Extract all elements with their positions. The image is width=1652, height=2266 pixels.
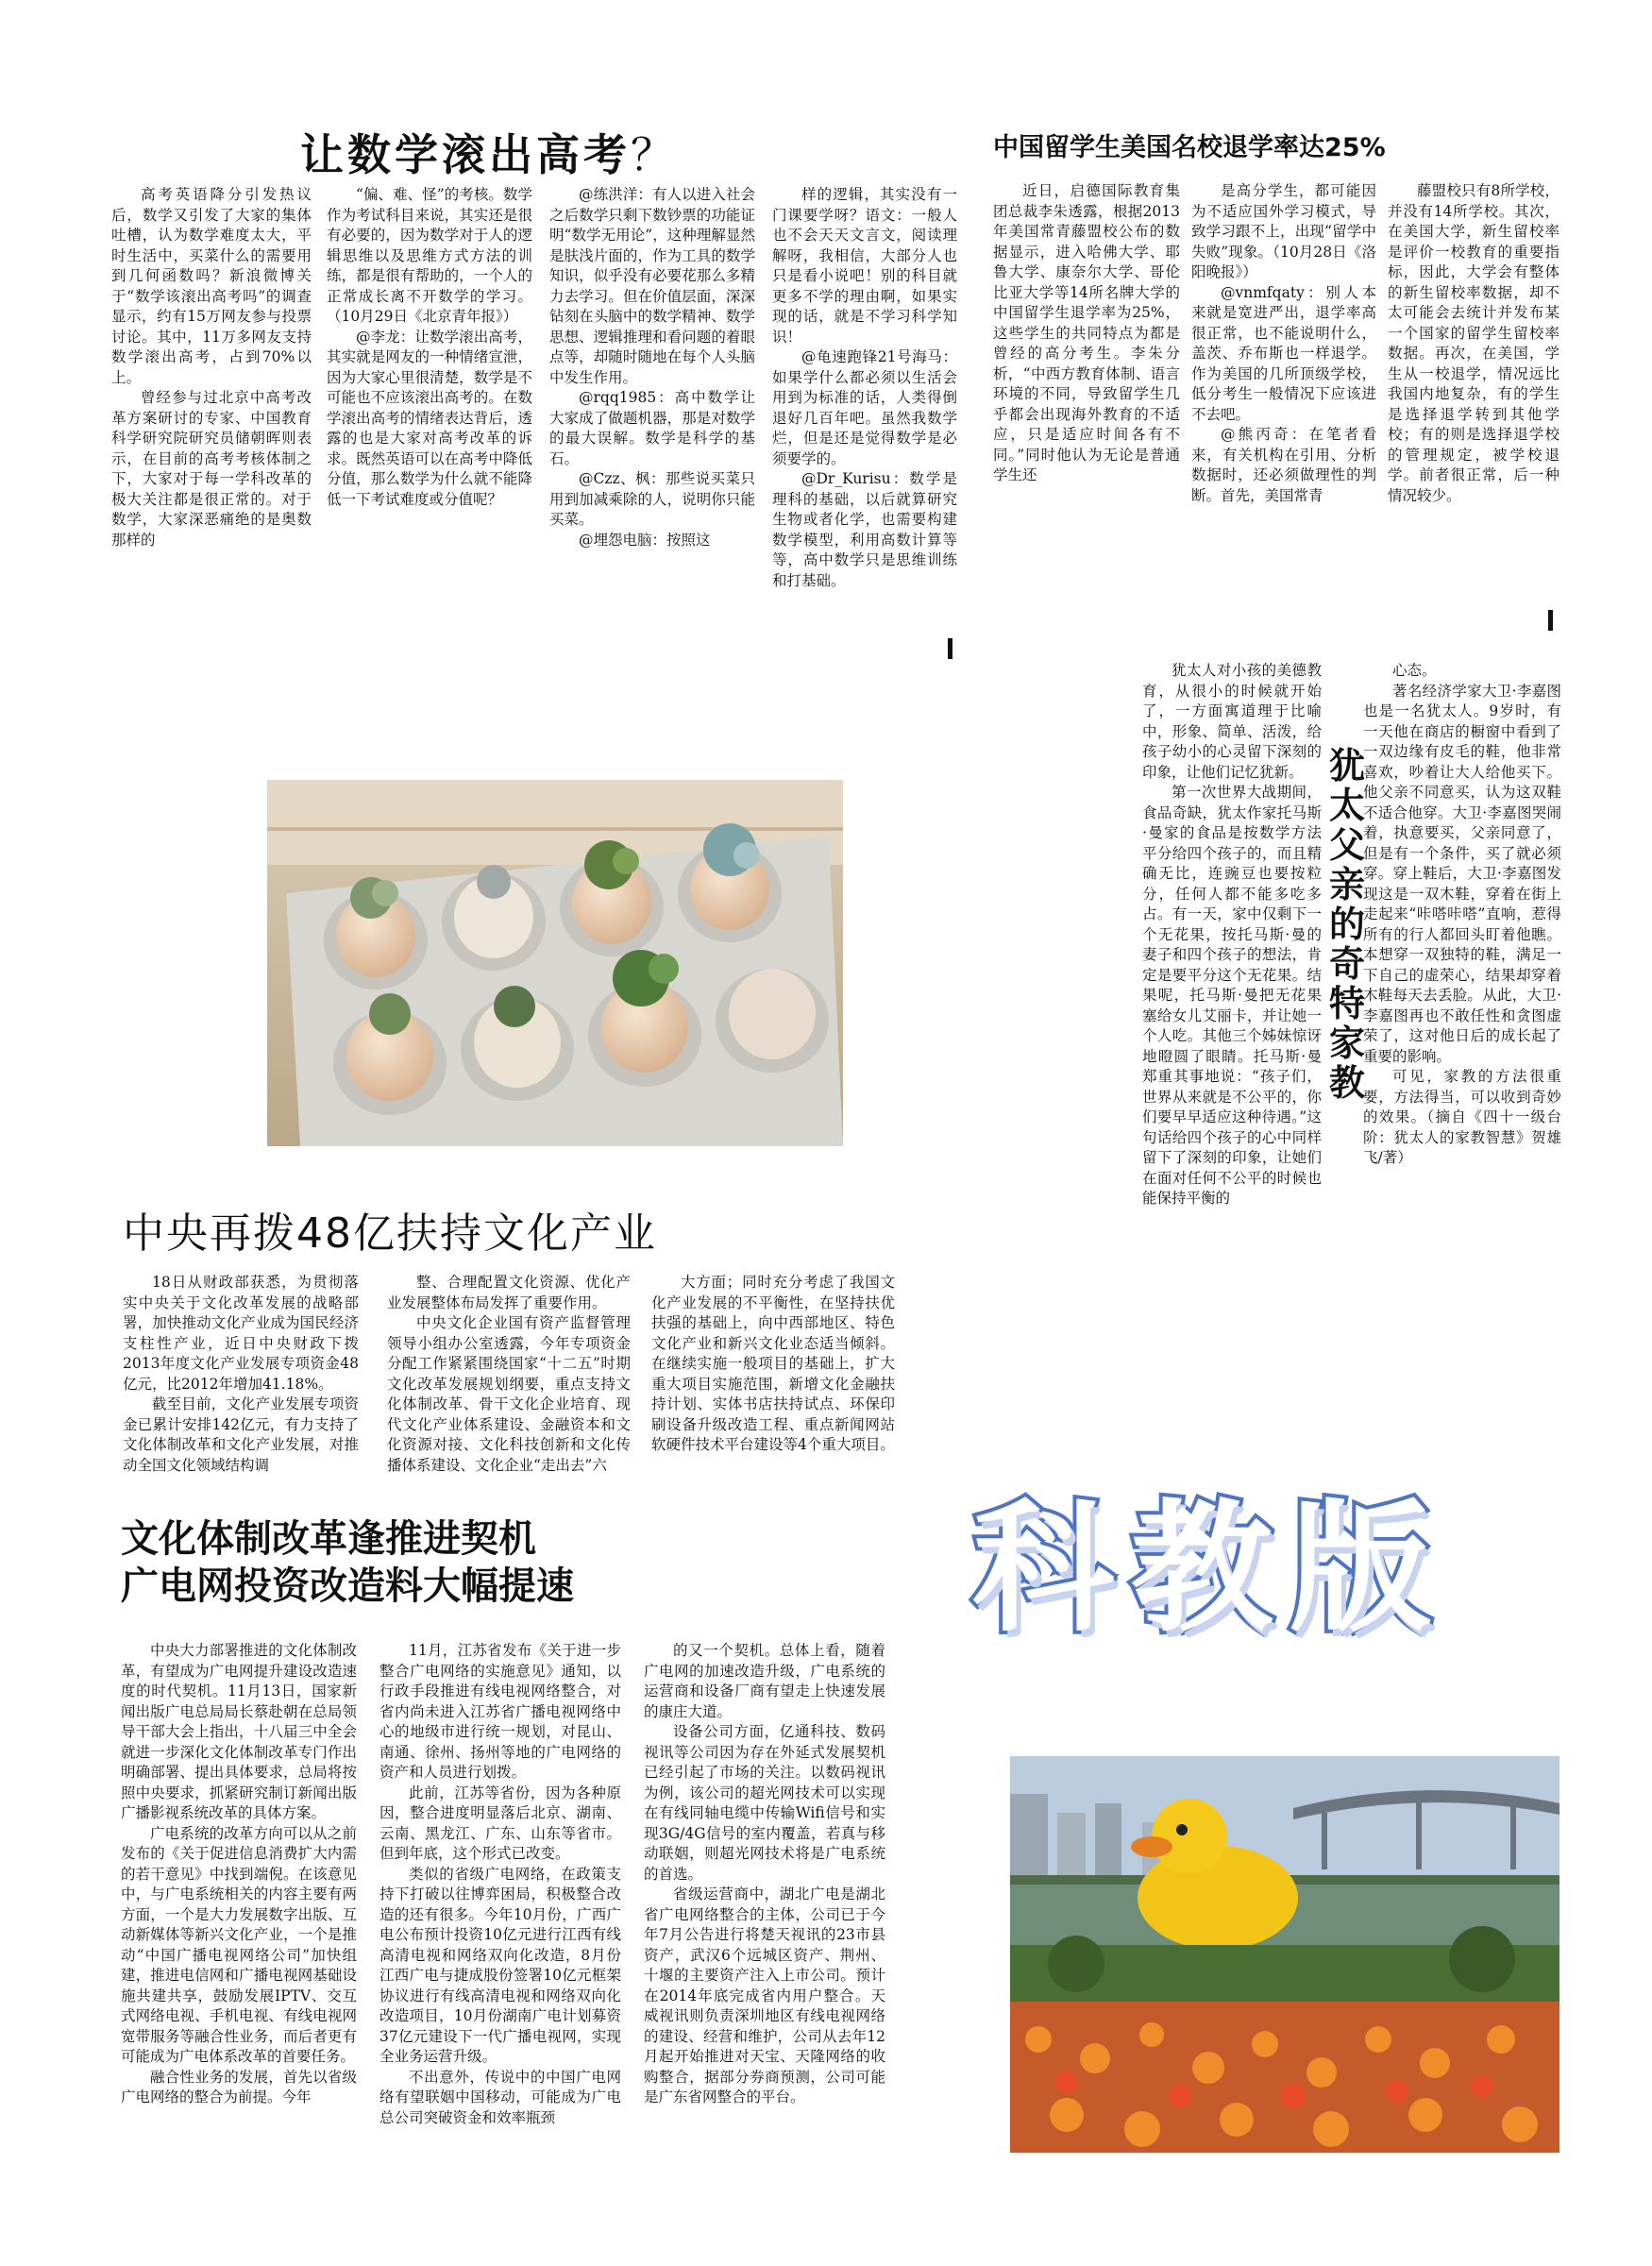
paragraph: @埋怨电脑：按照这: [579, 531, 711, 549]
paragraph: 中央文化企业国有资产监督管理领导小组办公室透露，今年专项资金分配工作紧紧围绕国家“十二五”时期文化改革发展规划纲要，重点支持文化体制改革、骨干文化企业培育、现代文化产业体系建设、金融资本和文化资源对接、文化科技创新和文化传播体系建设、文化企业“走出去”六: [387, 1314, 631, 1474]
rubber-duck-park-photo: [1010, 1756, 1559, 2153]
paragraph: 广电系统的改革方向可以从之前发布的《关于促进信息消费扩大内需的若干意见》中找到端倪。在该意见中，与广电系统相关的内容主要有两方面，一个是大力发展数字出版、互动新媒体等新兴文化产业，一个是推动“中国广播电视网络公司”加快组建，推进电信网和广播电视网基础设施共建共享，鼓励发展IPTV、交互式网络电视、手机电视、有线电视网宽带服务等融合性业务，而后者更有可能成为广电体系改革的首要任务。: [121, 1824, 357, 2065]
paragraph: 截至目前，文化产业发展专项资金已累计安排142亿元，有力支持了文化体制改革和文化产业发展，对推动全国文化领域结构调: [123, 1395, 359, 1474]
math-headline: 让数学滚出高考？: [300, 129, 678, 180]
broadcast-column-3: [644, 1641, 885, 2132]
paragraph: 此前，江苏等省份，因为各种原因，整合进度明显落后北京、湖南、云南、黑龙江、广东、山东等省市。但到年底，这个形式已改变。: [379, 1784, 621, 1862]
paragraph: 第一次世界大战期间，食品奇缺，犹太作家托马斯·曼家的食品是按数学方法平分给四个孩子的，而且精确无比，连豌豆也要按粒分，任何人都不能多吃多占。有一天，家中仅剩下一个无花果，按托马斯·曼的妻子和四个孩子的想法，肯定是要平分这个无花果。结果呢，托马斯·曼把无花果塞给女儿艾丽卡，并让她一个人吃。其他三个姊妹惊讶地瞪圆了眼睛。托马斯·曼郑重其事地说：“孩子们，世界从来就是不公平的，你们要早早适应这种待遇。”这句话给四个孩子的心中同样留下了深刻的印象，让她们在面对任何不公平的时候也能保持平衡的: [1142, 784, 1322, 1207]
paragraph: 11月，江苏省发布《关于进一步整合广电网络的实施意见》通知，以行政手段推进有线电视网络整合，对省内尚未进入江苏省广播电视网络中心的地级市进行统一规划，对昆山、南通、徐州、扬州等地的广电网络的资产和人员进行划拨。: [379, 1642, 621, 1781]
paragraph: 省级运营商中，湖北广电是湖北省广电网络整合的主体，公司已于今年7月公告进行将楚天视讯的23市县资产，武汉6个远城区资产、荆州、十堰的主要资产注入上市公司。预计在2014年底完成省内用户整合。天威视讯则负责深圳地区有线电视网络的建设、经营和维护，公司从去年12月起开始推进对天宝、天隆网络的收购整合，据部分券商预测，公司可能是广东省网整合的平台。: [644, 1886, 885, 2105]
paragraph: @Dr_Kurisu：数学是理科的基础，以后就算研究生物或者化学，也需要构建数学模型，利用高数计算等等，高中数学只是思维训练和打基础。: [772, 470, 957, 589]
paragraph: @练洪洋：有人以进入社会之后数学只剩下数钞票的功能证明“数学无用论”，这种理解显然是肤浅片面的，作为工具的数学知识，似乎没有必要花那么多精力去学习。但在价值层面，深深钻刻在头脑中的数学精神、数学思想、逻辑推理和看问题的着眼点等，却随时随地在每个人头脑中发生作用。: [549, 186, 755, 386]
study-headline: 中国留学生美国名校退学率达25%: [993, 133, 1386, 162]
culture-column-2: [387, 1273, 631, 1479]
paragraph: @龟速跑锋21号海马：如果学什么都必须以生活会用到为标准的话，人类得倒退好几百年吧。虽然我数学烂，但是还是觉得数学是必须要学的。: [772, 348, 957, 467]
culture-column-1: [123, 1273, 359, 1479]
paragraph: 整、合理配置文化资源、优化产业发展整体布局发挥了重要作用。: [387, 1274, 631, 1311]
math-end-mark: [948, 638, 952, 659]
study-column-1: [993, 181, 1180, 633]
study-column-2: [1191, 181, 1376, 633]
jewish-column-1: [1142, 661, 1322, 1399]
paragraph: 近日，启德国际教育集团总裁李朱透露，根据2013年美国常青藤盟校公布的数据显示，进入哈佛大学、耶鲁大学、康奈尔大学、哥伦比亚大学等14所名牌大学的中国留学生退学率为25%，这些学生的共同特点为都是曾经的高分考生。李朱分析，“中西方教育体制、语言环境的不同，导致留学生几乎都会出现海外教育的不适应，只是适应时间各有不同。”同时他认为无论是普通学生还: [993, 182, 1180, 483]
jewish-headline-vertical: 犹太父亲的奇特家教: [1328, 745, 1365, 1104]
egg-tray-graphic: [267, 780, 843, 1146]
study-end-mark: [1548, 610, 1553, 631]
paragraph: 的又一个契机。总体上看，随着广电网的加速改造升级，广电系统的运营商和设备厂商有望走上快速发展的康庄大道。: [644, 1642, 885, 1720]
paragraph: 高考英语降分引发热议后，数学又引发了大家的集体吐槽，认为数学难度太大，平时生活中，买菜什么的需要用到几何函数吗？新浪微博关于“数学该滚出高考吗”的调查显示，约有15万网友参与投票讨论。其中，11万多网友支持数学滚出高考，占到70%以上。: [111, 186, 312, 386]
jewish-column-2: [1363, 661, 1561, 1399]
paragraph: 可见，家教的方法很重要，方法得当，可以收到奇妙的效果。（摘自《四十一级台阶：犹太人的家教智慧》贺雄飞/著）: [1363, 1068, 1561, 1166]
paragraph: 大方面；同时充分考虑了我国文化产业发展的不平衡性，在坚持扶优扶强的基础上，向中西部地区、特色文化产业和新兴文化业态适当倾斜。在继续实施一般项目的基础上，扩大重大项目实施范围，新增文化金融扶持计划、实体书店扶持试点、环保印刷设备升级改造工程、重点新闻网站软硬件技术平台建设等4个重大项目。: [651, 1274, 895, 1453]
broadcast-column-2: [379, 1641, 621, 2132]
math-column-1: [111, 185, 312, 659]
paragraph: 设备公司方面，亿通科技、数码视讯等公司因为存在外延式发展契机已经引起了市场的关注。以数码视讯为例，该公司的超光网技术可以实现在有线同轴电缆中传输Wifi信号和实现3G/4G信号的室内覆盖，若真与移动联姻，则超光网技术将是广电系统的首选。: [644, 1723, 885, 1883]
paragraph: @李龙：让数学滚出高考，其实就是网友的一种情绪宣泄，因为大家心里很清楚，数学是不可能也不应该滚出高考的。在数学滚出高考的情绪表达背后，透露的也是大家对高考改革的诉求。既然英语可以在高考中降低分值，那么数学为什么就不能降低一下考试难度或分值呢？: [327, 328, 532, 508]
paragraph: 曾经参与过北京中高考改革方案研讨的专家、中国教育科学研究院研究员储朝晖则表示，在目前的高考考核体制之下，大家对于每一学科改革的极大关注都是很正常的。对于数学，大家深恶痛绝的是奥数那样的: [111, 389, 312, 549]
paragraph: @Czz、枫：那些说买菜只用到加减乘除的人，说明你只能买菜。: [549, 470, 755, 528]
paragraph: 犹太人对小孩的美德教育，从很小的时候就开始了，一方面寓道理于比喻中，形象、简单、活泼，给孩子幼小的心灵留下深刻的印象，让他们记忆犹新。: [1142, 662, 1322, 781]
paragraph: @vnmfqaty：别人本来就是宽进严出，退学率高很正常，也不能说明什么，盖茨、乔布斯也一样退学。作为美国的几所顶级学校，低分考生一般情况下应该进不去吧。: [1191, 283, 1376, 423]
rubber-duck-graphic: [1010, 1756, 1559, 2153]
broadcast-column-1: [121, 1641, 357, 2132]
culture-column-3: [651, 1273, 895, 1479]
math-column-4: [772, 185, 957, 659]
paragraph: 不出意外，传说中的中国广电网络有望联姻中国移动，可能成为广电总公司突破资金和效率瓶颈: [379, 2068, 621, 2126]
broadcast-headline-line2: 广电网投资改造料大幅提速: [121, 1564, 574, 1608]
paragraph: 著名经济学家大卫·李嘉图也是一名犹太人。9岁时，有一天他在商店的橱窗中看到了一双边缘有皮毛的鞋，他非常喜欢，吵着让大人给他买下。他父亲不同意买，认为这双鞋不适合他穿。大卫·李嘉图哭闹着，执意要买，父亲同意了，但是有一个条件，买了就必须穿。穿上鞋后，大卫·李嘉图发现这是一双木鞋，穿着在街上走起来“咔嗒咔嗒”直响，惹得所有的行人都回头盯着他瞧。本想穿一双独特的鞋，满足一下自己的虚荣心，结果却穿着木鞋每天去丢脸。从此，大卫·李嘉图再也不敢任性和贪图虚荣了，这对他日后的成长起了重要的影响。: [1363, 682, 1561, 1065]
math-column-2: [327, 185, 532, 659]
broadcast-headline-line1: 文化体制改革逢推进契机: [121, 1517, 536, 1561]
paragraph: 18日从财政部获悉，为贯彻落实中央关于文化改革发展的战略部署，加快推动文化产业成为国民经济支柱性产业，近日中央财政下拨2013年度文化产业发展专项资金48亿元，比2012年增加41.18%。: [123, 1274, 359, 1393]
paragraph: 是高分学生，都可能因为不适应国外学习模式，导致学习跟不上，出现“留学中失败”现象。（10月28日《洛阳晚报》）: [1191, 182, 1376, 280]
section-masthead: 科教版: [972, 1487, 1449, 1651]
egg-tray-succulents-photo: [267, 780, 843, 1146]
paragraph: 藤盟校只有8所学校，并没有14所学校。其次，在美国大学，新生留校率是评价一校教育的重要指标，因此，大学会有整体的新生留校率数据，却不太可能会去统计并发布某一个国家的留学生留校率数据。再次，在美国，学生从一校退学，情况远比我国内地复杂，有的学生是选择退学转到其他学校；有的则是选择退学校的管理规定，被学校退学。前者很正常，后一种情况较少。: [1388, 182, 1559, 504]
paragraph: 样的逻辑，其实没有一门课要学呀？语文：一般人也不会天天文言文，阅读理解呀，我相信，大部分人也只是看小说吧！别的科目就更多不学的理由啊，如果实现的话，就是不学习科学知识！: [772, 186, 957, 346]
study-column-3: [1388, 181, 1559, 633]
culture-headline: 中央再拨48亿扶持文化产业: [123, 1209, 657, 1258]
paragraph: 类似的省级广电网络，在政策支持下打破以往博弈困局，积极整合改造的还有很多。今年10月份，广西广电公布预计投资10亿元进行江西有线高清电视和网络双向化改造，8月份江西广电与捷成股份签署10亿元框架协议进行有线高清电视和网络双向化改造项目，10月份湖南广电计划募资37亿元建设下一代广播电视网，实现全业务运营升级。: [379, 1865, 621, 2065]
paragraph: 心态。: [1392, 662, 1437, 679]
paragraph: “偏、难、怪”的考核。数学作为考试科目来说，其实还是很有必要的，因为数学对于人的逻辑思维以及思维方式方法的训练，都是很有帮助的，一个人的正常成长离不开数学的学习。（10月29日《北京青年报》）: [327, 186, 532, 325]
paragraph: 中央大力部署推进的文化体制改革，有望成为广电网提升建设改造速度的时代契机。11月13日，国家新闻出版广电总局局长蔡赴朝在总局领导干部大会上指出，十八届三中全会就进一步深化文化体制改革专门作出明确部署、提出具体要求，总局将按照中央要求，抓紧研究制订新闻出版广播影视系统改革的具体方案。: [121, 1642, 357, 1821]
paragraph: @rqq1985：高中数学让大家成了做题机器，那是对数学的最大误解。数学是科学的基石。: [549, 389, 755, 467]
paragraph: 融合性业务的发展，首先以省级广电网络的整合为前提。今年: [121, 2068, 357, 2105]
paragraph: @熊丙奇：在笔者看来，有关机构在引用、分析数据时，还必须做理性的判断。首先，美国常青: [1191, 426, 1376, 504]
math-column-3: [549, 185, 755, 659]
